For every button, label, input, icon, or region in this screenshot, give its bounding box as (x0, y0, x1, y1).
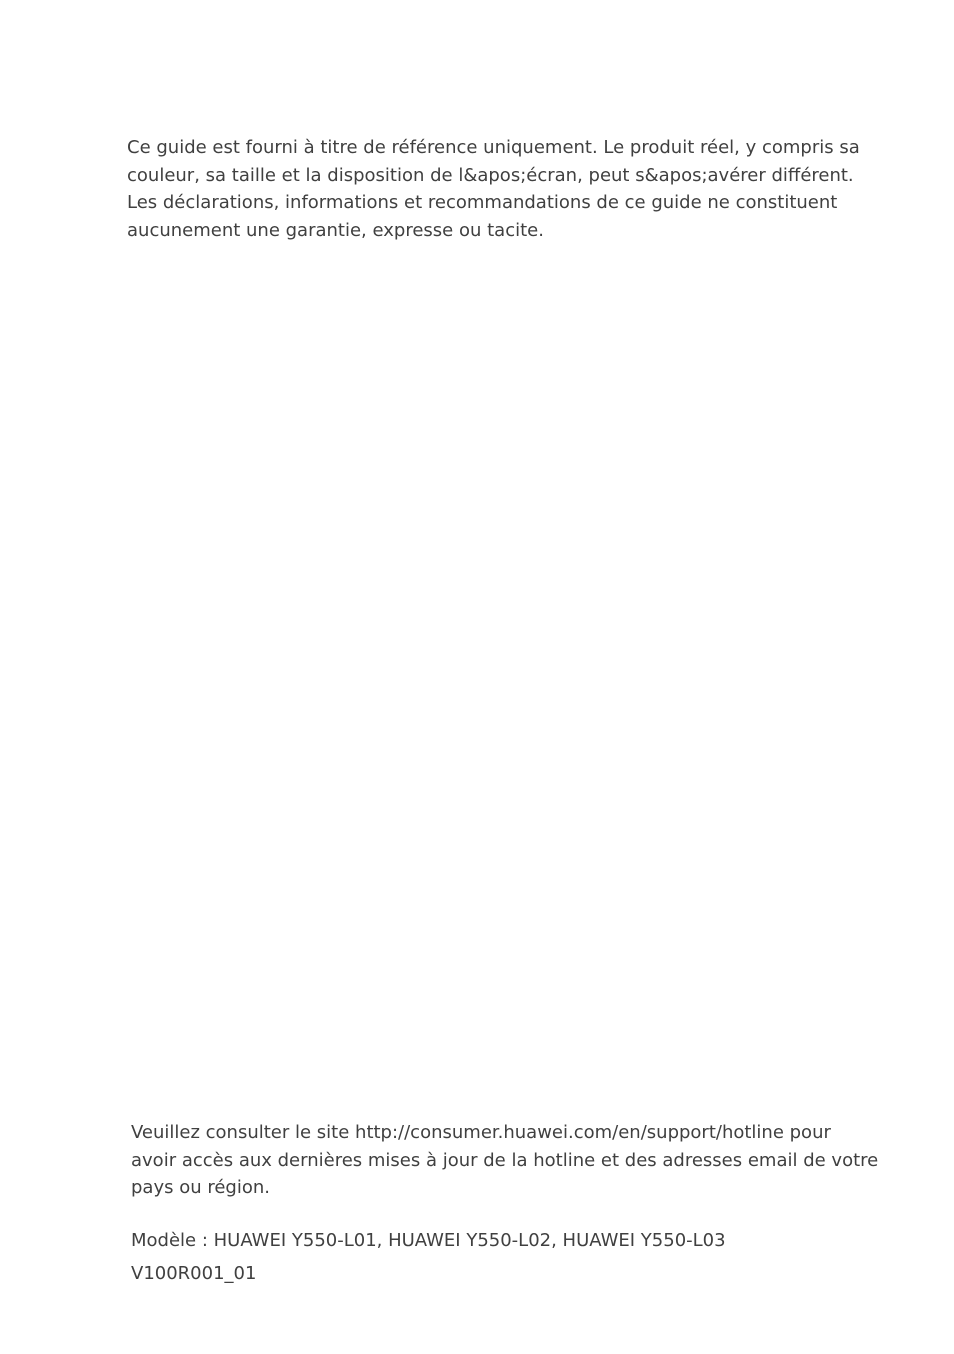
disclaimer-line: Les déclarations, informations et recommandations de ce guide ne constituent (127, 192, 838, 213)
hotline-paragraph (131, 1119, 879, 1202)
disclaimer-line: Ce guide est fourni à titre de référence uniquement. Le produit réel, y compris sa (127, 137, 860, 158)
model-list: Modèle : HUAWEI Y550-L01, HUAWEI Y550-L02, HUAWEI Y550-L03 (131, 1229, 726, 1251)
hotline-line: Veuillez consulter le site http://consumer.huawei.com/en/support/hotline pour (131, 1122, 831, 1143)
hotline-line: avoir accès aux dernières mises à jour de la hotline et des adresses email de votre (131, 1149, 879, 1171)
disclaimer-paragraph (127, 134, 860, 244)
version-number: V100R001_01 (131, 1263, 257, 1284)
disclaimer-line: couleur, sa taille et la disposition de l&apos;écran, peut s&apos;avérer différent. (127, 164, 854, 186)
disclaimer-line: aucunement une garantie, expresse ou tacite. (127, 219, 544, 241)
hotline-line: pays ou région. (131, 1177, 270, 1198)
footer-info (131, 1119, 879, 1288)
